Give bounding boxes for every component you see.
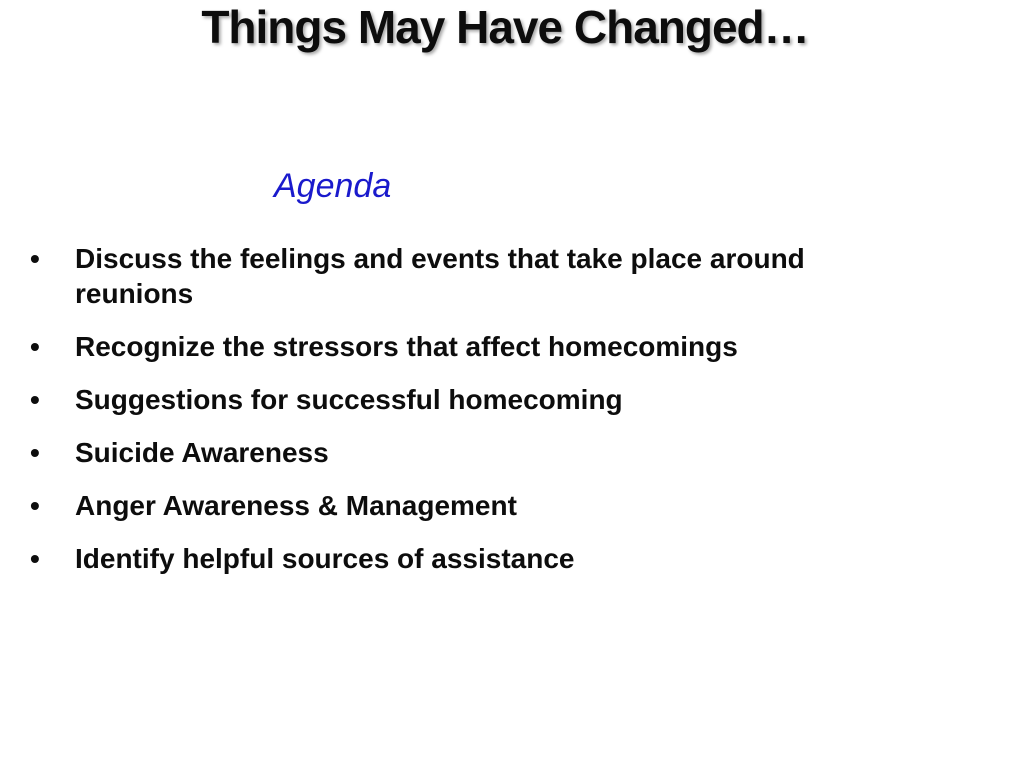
bullet-text: Discuss the feelings and events that take place around reunions: [75, 243, 805, 309]
bullet-marker: •: [30, 331, 40, 362]
bullet-marker: •: [30, 384, 40, 415]
bullet-text: Identify helpful sources of assistance: [75, 543, 575, 574]
bullet-marker: •: [30, 243, 40, 274]
bullet-item: [30, 329, 930, 364]
bullet-text: Recognize the stressors that affect homecomings: [75, 331, 738, 362]
bullet-item: [30, 541, 930, 576]
bullet-text: Anger Awareness & Management: [75, 490, 517, 521]
bullet-item: [30, 382, 930, 417]
bullet-text: Suicide Awareness: [75, 437, 329, 468]
bullet-marker: •: [30, 543, 40, 574]
bullet-list: [30, 241, 930, 594]
slide-title: Things May Have Changed…: [201, 1, 809, 53]
bullet-marker: •: [30, 490, 40, 521]
bullet-item: [30, 241, 930, 311]
bullet-text: Suggestions for successful homecoming: [75, 384, 623, 415]
slide-subtitle: Agenda: [274, 167, 392, 205]
bullet-marker: •: [30, 437, 40, 468]
bullet-item: [30, 435, 930, 470]
bullet-item: [30, 488, 930, 523]
